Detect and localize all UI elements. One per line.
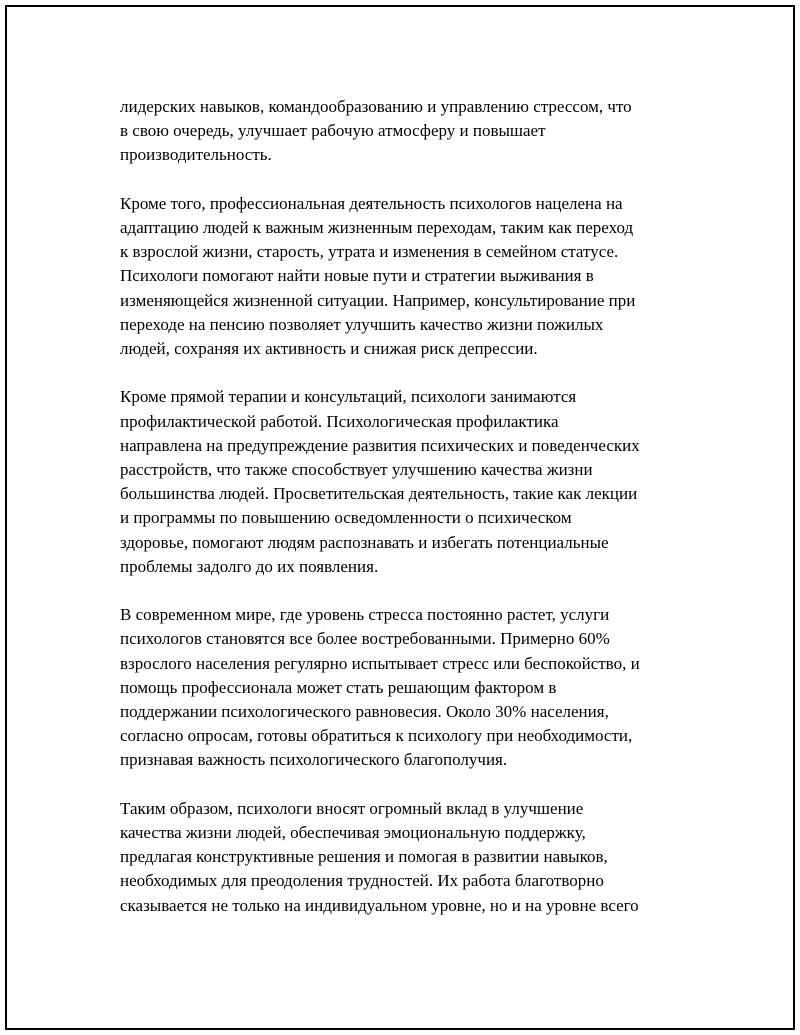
paragraph: лидерских навыков, командообразованию и управлению стрессом, что в свою очередь, улучшает рабочую атмосферу и повышает производительность.	[120, 97, 632, 165]
paragraph: Кроме того, профессиональная деятельность психологов нацелена на адаптацию людей к важным жизненным переходам, таким как переход к взрослой жизни, старость, утрата и изменения в семейном статусе. Психологи помогают найти новые пути и стратегии выживания в изменяющейся жизненной ситуации. Например, консультирование при переходе на пенсию позволяет улучшить качество жизни пожилых людей, сохраняя их активность и снижая риск депрессии.	[120, 193, 636, 359]
paragraph: Таким образом, психологи вносят огромный вклад в улучшение качества жизни людей, обеспечивая эмоциональную поддержку, предлагая конструктивные решения и помогая в развитии навыков, необходимых для преодоления трудностей. Их работа благотворно сказывается не только на индивидуальном уровне, но и на уровне всего	[120, 798, 639, 915]
paragraph: В современном мире, где уровень стресса постоянно растет, услуги психологов становятся все более востребованными. Примерно 60% взрослого населения регулярно испытывает стресс или беспокойство, и помощь профессионала может стать решающим фактором в поддержании психологического равновесия. Около 30% населения, согласно опросам, готовы обратиться к психологу при необходимости, признавая важность психологического благополучия.	[120, 605, 640, 770]
paragraph: Кроме прямой терапии и консультаций, психологи занимаются профилактической работой. Психологическая профилактика направлена на предупреждение развития психических и поведенческих расстройств, что также способствует улучшению качества жизни большинства людей. Просветительская деятельность, такие как лекции и программы по повышению осведомленности о психическом здоровье, помогают людям распознавать и избегать потенциальные проблемы задолго до их появления.	[120, 387, 640, 576]
document-body	[120, 95, 700, 942]
document-page	[5, 5, 795, 1030]
